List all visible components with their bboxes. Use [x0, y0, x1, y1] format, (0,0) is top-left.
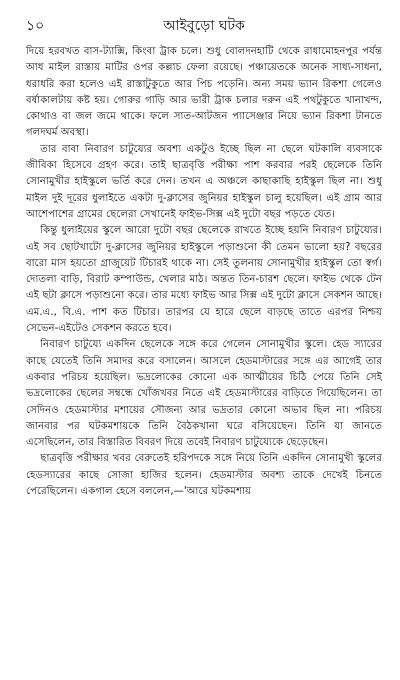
paragraph: কিন্তু ধুলাইয়ের স্কুলে আরো দুটো বছর ছেলেকে রাখতে ইচ্ছে হয়নি নিবারণ চাটুয্যের। এই সব ছোটখাটো দু-ক্লাসের জুনিয়র হাইস্কুলে পড়াশুনো কী তেমন ভালো হয়? বছরের বারো মাস হয়তো গ্রাজুয়েট টিচারই থাকে না। সেই তুলনায় সোনামুখীর হাইস্কুল তো স্বর্গ। দোতলা বাড়ি, বিরাট কম্পাউন্ড, খেলার মাঠ। অন্তত তিন-চারশ ছেলে। ফাইভ থেকে টেন এই ছটা ক্লাসে পড়াশুনো করে। তার মধ্যে ফাইভ আর সিক্স এই দুটো ক্লাসে সেকশন আছে। এম.এ., বি.এ. পাশ কত টিচার। তারপর যে হারে ছেলে বাড়ছে তাতে এরপর নিশ্চয় সেভেন-এইটেও সেকশন করতে হবে।	[26, 225, 382, 335]
paragraph: নিবারণ চাটুয্যে একদিন ছেলেকে সঙ্গে করে গেলেন সোনামুখীর স্কুলে। হেড স্যারের কাছে যেতেই তিনি সমাদর করে বসালেন। আসলে হেডমাস্টারের সঙ্গে এর আগেই তার একবার পরিচয় হয়েছিল। ভদ্রলোকের কোনো এক আত্মীয়ের চিঠি পেয়ে তিনি সেই ভদ্রলোকের ছেলের সম্বন্ধে খোঁজখবর নিতে এই হেডমাস্টারের বাড়িতে গিয়েছিলেন। তা সেদিনও হেডমাস্টার মশায়ের সৌজন্য আর ভদ্রতার কোনো অভাব ছিল না। পরিচয় জানবার পর ঘটকমশায়কে তিনি বৈঠকখানা ঘরে বসিয়েছেন। তিনি যা জানতে এসেছিলেন, তার বিস্তারিত বিবরণ দিয়ে তবেই নিবারণ চাটুয্যেকে ছেড়েছেন।	[26, 339, 382, 449]
paragraph: ছাত্রবৃত্তি পরীক্ষার খবর বেরুতেই হরিপদকে সঙ্গে নিয়ে তিনি একদিন সোনামুখী স্কুলের হেডস্যারের কাছে সোজা হাজির হলেন। হেডমাস্টার অবশ্য তাকে দেখেই চিনতে পেরেছিলেন। একগাল হেসে বললেন,—'আরে ঘটকমশায়	[26, 453, 382, 498]
page-number: ১০	[26, 18, 45, 34]
page-header	[26, 12, 382, 38]
paragraph: তার বাবা নিবারণ চাটুয্যের অবশ্য একটুও ইচ্ছে ছিল না ছেলে ঘটকালি ব্যবসাকে জীবিকা হিসেবে গ্রহণ করে। তাই ছাত্রবৃত্তি পরীক্ষা পাশ করবার পরই ছেলেকে তিনি সোনামুখীর হাইস্কুলে ভর্তি করে দেন। তখন এ অঞ্চলে কাছাকাছি হাইস্কুল ছিল না। শুধু মাইল দুই দূরের ধুলাইতে একটা দু-ক্লাসের জুনিয়র হাইস্কুল চালু হয়েছিল। এই গ্রাম আর আশেপাশের গ্রামের ছেলেরা সেখানেই ফাইভ-সিক্স এই দুটো বছর পড়তে যেত।	[26, 143, 382, 220]
body-text	[26, 44, 382, 500]
running-title: আইবুড়ো ঘটক	[163, 18, 245, 34]
paragraph: দিয়ে হরবখত বাস-ট্যাক্সি, কিংবা ট্রাক চলে। শুধু বোলদনহাটি থেকে রাধামোহনপুর পর্যন্ত আধ মাইল রাস্তায় মাটির ওপর কল্লাচ ফেলা রয়েছে। পঞ্চায়েতকে অনেক সাধ্য-সাধনা, ধরাধরি করা হলেও এই রাস্তাটুকুতে আর পিচ পড়েনি। অন্য সময় ভ্যান রিকশা গেলেও বর্ষাকালটায় কষ্ট হয়। গোরুর গাড়ি আর ভারী ট্রাক চলার দরুন এই পথটুকুতে খানাখন্দ, কোথাও বা জল জমে থাকে। ফলে সাত-আটজন প্যাসেঞ্জার নিয়ে ভ্যান রিকশা টানতে গলদঘর্ম অবস্থা।	[26, 46, 382, 139]
